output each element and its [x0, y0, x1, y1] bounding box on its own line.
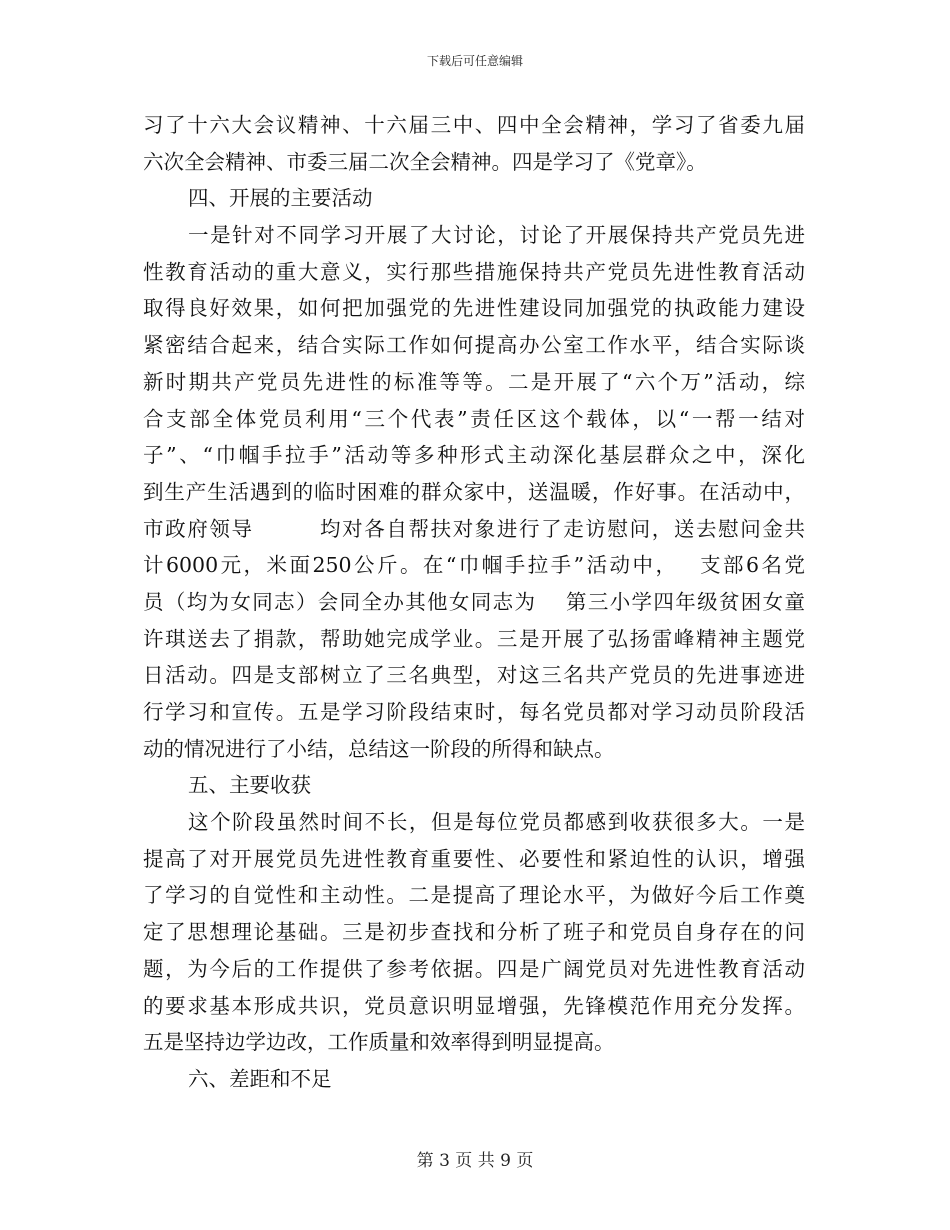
text-line: 性教育活动的重大意义，实行那些措施保持共产党员先进性教育活动 [143, 259, 805, 284]
text-line: 许琪送去了捐款，帮助她完成学业。三是开展了弘扬雷峰精神主题党 [143, 626, 805, 651]
section-heading: 四、开展的主要活动 [188, 186, 373, 211]
text-line: 这个阶段虽然时间不长，但是每位党员都感到收获很多大。一是 [188, 810, 805, 835]
text-line: 取得良好效果，如何把加强党的先进性建设同加强党的执政能力建设 [143, 296, 805, 321]
section-heading: 五、主要收获 [188, 773, 311, 798]
text-line: 了学习的自觉性和主动性。二是提高了理论水平，为做好今后工作奠 [143, 883, 805, 908]
text-line: 行学习和宣传。五是学习阶段结束时，每名党员都对学习动员阶段活 [143, 700, 805, 724]
text-line: 的要求基本形成共识，党员意识明显增强，先锋模范作用充分发挥。 [143, 993, 805, 1018]
text-line: 动的情况进行了小结，总结这一阶段的所得和缺点。 [143, 736, 615, 761]
text-line: 新时期共产党员先进性的标准等等。二是开展了“六个万”活动，综 [143, 369, 805, 394]
section-heading: 六、差距和不足 [188, 1066, 332, 1091]
text-line: 紧密结合起来，结合实际工作如何提高办公室工作水平，结合实际谈 [143, 333, 805, 358]
document-body [143, 107, 805, 1098]
text-line: 定了思想理论基础。三是初步查找和分析了班子和党员自身存在的问 [143, 920, 805, 945]
text-line: 子”、“巾帼手拉手”活动等多种形式主动深化基层群众之中，深化 [143, 443, 805, 468]
text-line: 合支部全体党员利用“三个代表”责任区这个载体，以“一帮一结对 [143, 406, 805, 431]
text-line: 一是针对不同学习开展了大讨论，讨论了开展保持共产党员先进 [188, 223, 805, 248]
text-line: 六次全会精神、市委三届二次全会精神。四是学习了《党章》。 [143, 149, 707, 174]
text-line: 员（均为女同志）会同全办其他女同志为 第三小学四年级贫困女童 [143, 589, 805, 614]
page-number-label: 第 3 页 共 9 页 [416, 1151, 534, 1171]
text-line: 到生产生活遇到的临时困难的群众家中，送温暖，作好事。在活动中， [143, 479, 805, 504]
text-line: 习了十六大会议精神、十六届三中、四中全会精神，学习了省委九届 [143, 113, 805, 137]
text-line: 计6000元，米面250公斤。在“巾帼手拉手”活动中， 支部6名党 [143, 553, 805, 578]
text-line: 市政府领导 均对各自帮扶对象进行了走访慰问，送去慰问金共 [143, 516, 805, 541]
page-number [0, 1150, 950, 1172]
text-line: 提高了对开展党员先进性教育重要性、必要性和紧迫性的认识，增强 [143, 846, 805, 871]
text-line: 题，为今后的工作提供了参考依据。四是广阔党员对先进性教育活动 [143, 956, 805, 981]
header-note: 下载后可任意编辑 [426, 54, 523, 68]
text-line: 日活动。四是支部树立了三名典型，对这三名共产党员的先进事迹进 [143, 663, 805, 688]
text-line: 五是坚持边学边改，工作质量和效率得到明显提高。 [143, 1030, 615, 1055]
